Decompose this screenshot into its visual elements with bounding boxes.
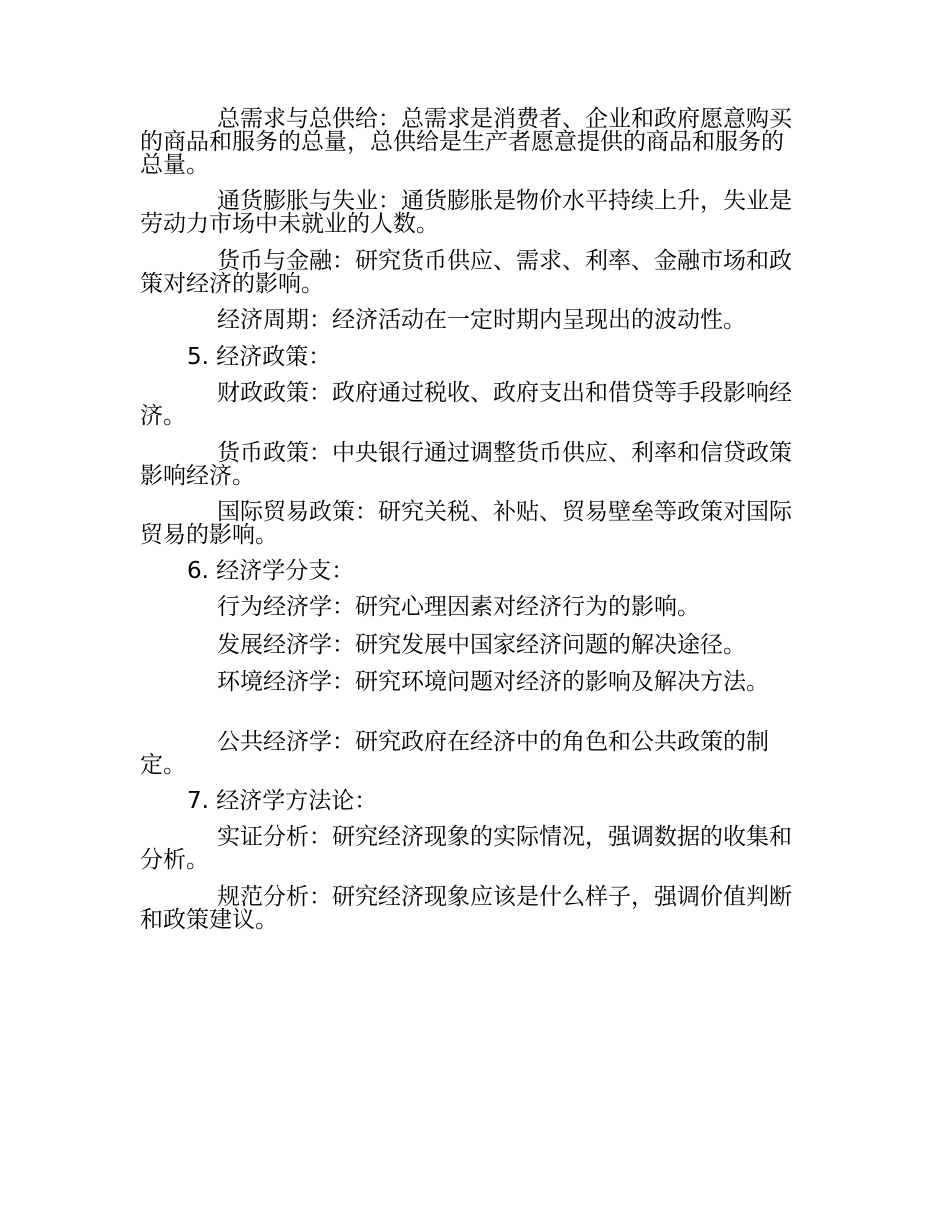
heading-economic-policy: 5. 经济政策： [187,344,332,370]
paragraph-aggregate-demand-supply: 总需求与总供给：总需求是消费者、企业和政府愿意购买的商品和服务的总量，总供给是生产者愿意提供的商品和服务的总量。 [140,106,792,178]
paragraph-trade-policy: 国际贸易政策：研究关税、补贴、贸易壁垒等政策对国际贸易的影响。 [140,499,792,548]
paragraph-fiscal-policy: 财政政策：政府通过税收、政府支出和借贷等手段影响经济。 [140,380,792,429]
paragraph-business-cycle: 经济周期：经济活动在一定时期内呈现出的波动性。 [217,307,746,333]
paragraph-monetary-policy: 货币政策：中央银行通过调整货币供应、利率和信贷政策影响经济。 [140,440,792,489]
paragraph-public-economics: 公共经济学：研究政府在经济中的角色和公共政策的制定。 [140,729,769,778]
paragraph-normative-analysis: 规范分析：研究经济现象应该是什么样子，强调价值判断和政策建议。 [140,884,792,933]
paragraph-development-economics: 发展经济学：研究发展中国家经济问题的解决途径。 [217,632,746,658]
paragraph-behavioral-economics: 行为经济学：研究心理因素对经济行为的影响。 [217,594,700,620]
paragraph-positive-analysis: 实证分析：研究经济现象的实际情况，强调数据的收集和分析。 [140,824,792,873]
paragraph-money-finance: 货币与金融：研究货币供应、需求、利率、金融市场和政策对经济的影响。 [140,248,792,297]
paragraph-environmental-economics: 环境经济学：研究环境问题对经济的影响及解决方法。 [217,669,769,695]
heading-methodology: 7. 经济学方法论： [187,788,378,814]
paragraph-inflation-unemployment: 通货膨胀与失业：通货膨胀是物价水平持续上升，失业是劳动力市场中未就业的人数。 [140,188,792,237]
heading-economics-branches: 6. 经济学分支： [187,558,355,584]
